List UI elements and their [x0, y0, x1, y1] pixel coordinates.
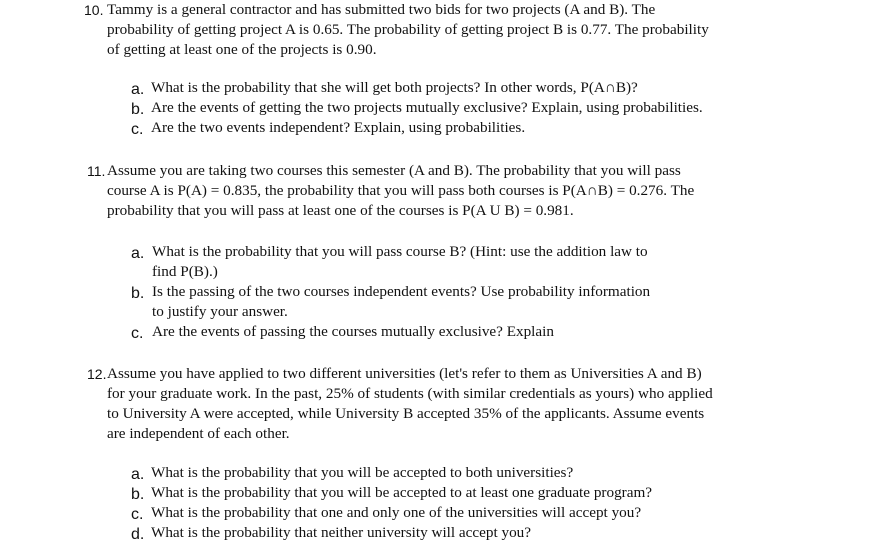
item-text: What is the probability that one and only one of the universities will accept you? — [151, 504, 642, 521]
problem-text-line: probability that you will pass at least one of the courses is P(A U B) = 0.981. — [107, 202, 574, 219]
item-text: Is the passing of the two courses independent events? Use probability information — [152, 283, 651, 300]
item-text: What is the probability that you will pass course B? (Hint: use the addition law to — [152, 243, 648, 260]
item-label: b. — [131, 101, 145, 118]
problem-text-line: Tammy is a general contractor and has submitted two bids for two projects (A and B). The — [107, 1, 656, 18]
item-text: Are the events of getting the two projects mutually exclusive? Explain, using probabilities. — [151, 99, 703, 116]
item-text: find P(B).) — [152, 263, 218, 280]
item-label: a. — [131, 466, 145, 483]
problem-number: 10. — [84, 2, 104, 18]
problem-text-line: probability of getting project A is 0.65. The probability of getting project B is 0.77. The probability — [107, 21, 709, 38]
item-label: b. — [131, 486, 145, 503]
problem-number: 11. — [87, 163, 106, 179]
problem-text-line: are independent of each other. — [107, 425, 290, 442]
item-text: What is the probability that she will get both projects? In other words, P(A∩B)? — [151, 79, 638, 96]
problem-text-line: of getting at least one of the projects is 0.90. — [107, 41, 377, 58]
problem-text-line: for your graduate work. In the past, 25% of students (with similar credentials as yours) who applied — [107, 385, 713, 402]
item-label: b. — [131, 285, 145, 302]
item-text: What is the probability that you will be accepted to at least one graduate program? — [151, 484, 653, 501]
item-text: What is the probability that neither university will accept you? — [151, 524, 531, 541]
item-text: to justify your answer. — [152, 303, 288, 320]
problem-text-line: course A is P(A) = 0.835, the probability that you will pass both courses is P(A∩B) = 0.276. The — [107, 182, 695, 199]
item-text: Are the events of passing the courses mutually exclusive? Explain — [152, 323, 554, 340]
problem-number: 12. — [87, 366, 107, 382]
item-text: Are the two events independent? Explain, using probabilities. — [151, 119, 526, 136]
item-label: c. — [131, 325, 144, 342]
item-label: d. — [131, 526, 145, 543]
problem-text-line: Assume you have applied to two different universities (let's refer to them as Universities A and B) — [107, 365, 702, 382]
item-text: What is the probability that you will be accepted to both universities? — [151, 464, 574, 481]
problem-text-line: to University A were accepted, while University B accepted 35% of the applicants. Assume events — [107, 405, 705, 422]
item-label: a. — [131, 81, 145, 98]
item-label: a. — [131, 245, 145, 262]
item-label: c. — [131, 506, 144, 523]
problem-text-line: Assume you are taking two courses this semester (A and B). The probability that you will pass — [107, 162, 681, 179]
item-label: c. — [131, 121, 144, 138]
